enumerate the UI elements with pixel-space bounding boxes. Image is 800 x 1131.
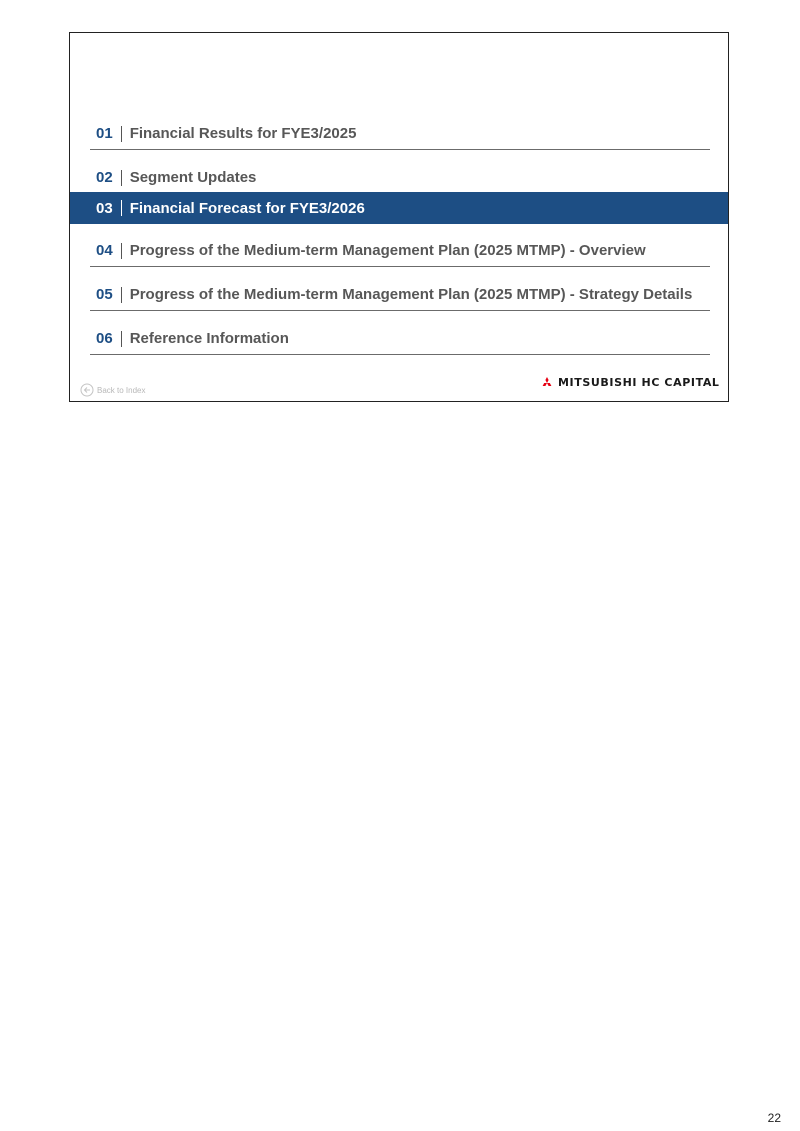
toc-item-02[interactable] [90,162,710,194]
toc-item-label: Reference Information [129,330,289,347]
toc-separator [121,243,122,259]
toc-item-label: Financial Results for FYE3/2025 [129,125,357,142]
toc-item-label: Progress of the Medium-term Management Plan (2025 MTMP) - Overview [129,242,646,259]
toc-item-number: 03 [96,199,113,217]
toc-item-number: 06 [96,330,113,347]
toc-item-number: 01 [96,125,113,142]
back-to-index-link[interactable] [80,383,145,397]
back-to-index-label: Back to Index [97,385,146,395]
toc-separator [121,170,122,186]
toc-separator [121,331,122,347]
toc-separator [121,287,122,303]
toc-item-number: 02 [96,169,113,186]
toc-item-number: 05 [96,286,113,303]
toc-item-label: Progress of the Medium-term Management Plan (2025 MTMP) - Strategy Details [129,286,693,303]
toc-separator [121,200,122,216]
page-number: 22 [767,1111,781,1125]
toc-separator [121,126,122,142]
logo-text: MITSUBISHI HC CAPITAL [558,376,720,389]
toc-item-01[interactable] [90,118,710,150]
arrow-left-circle-icon [80,383,94,397]
toc-item-label: Financial Forecast for FYE3/2026 [129,199,365,217]
toc-item-05[interactable] [90,279,710,311]
toc-item-04[interactable] [90,235,710,267]
slide-frame [69,32,729,402]
toc-item-label: Segment Updates [129,169,257,186]
toc-item-number: 04 [96,242,113,259]
three-diamonds-icon [540,377,554,389]
toc-item-06[interactable] [90,323,710,355]
toc-item-03-active[interactable] [70,192,728,224]
company-logo [540,376,720,389]
